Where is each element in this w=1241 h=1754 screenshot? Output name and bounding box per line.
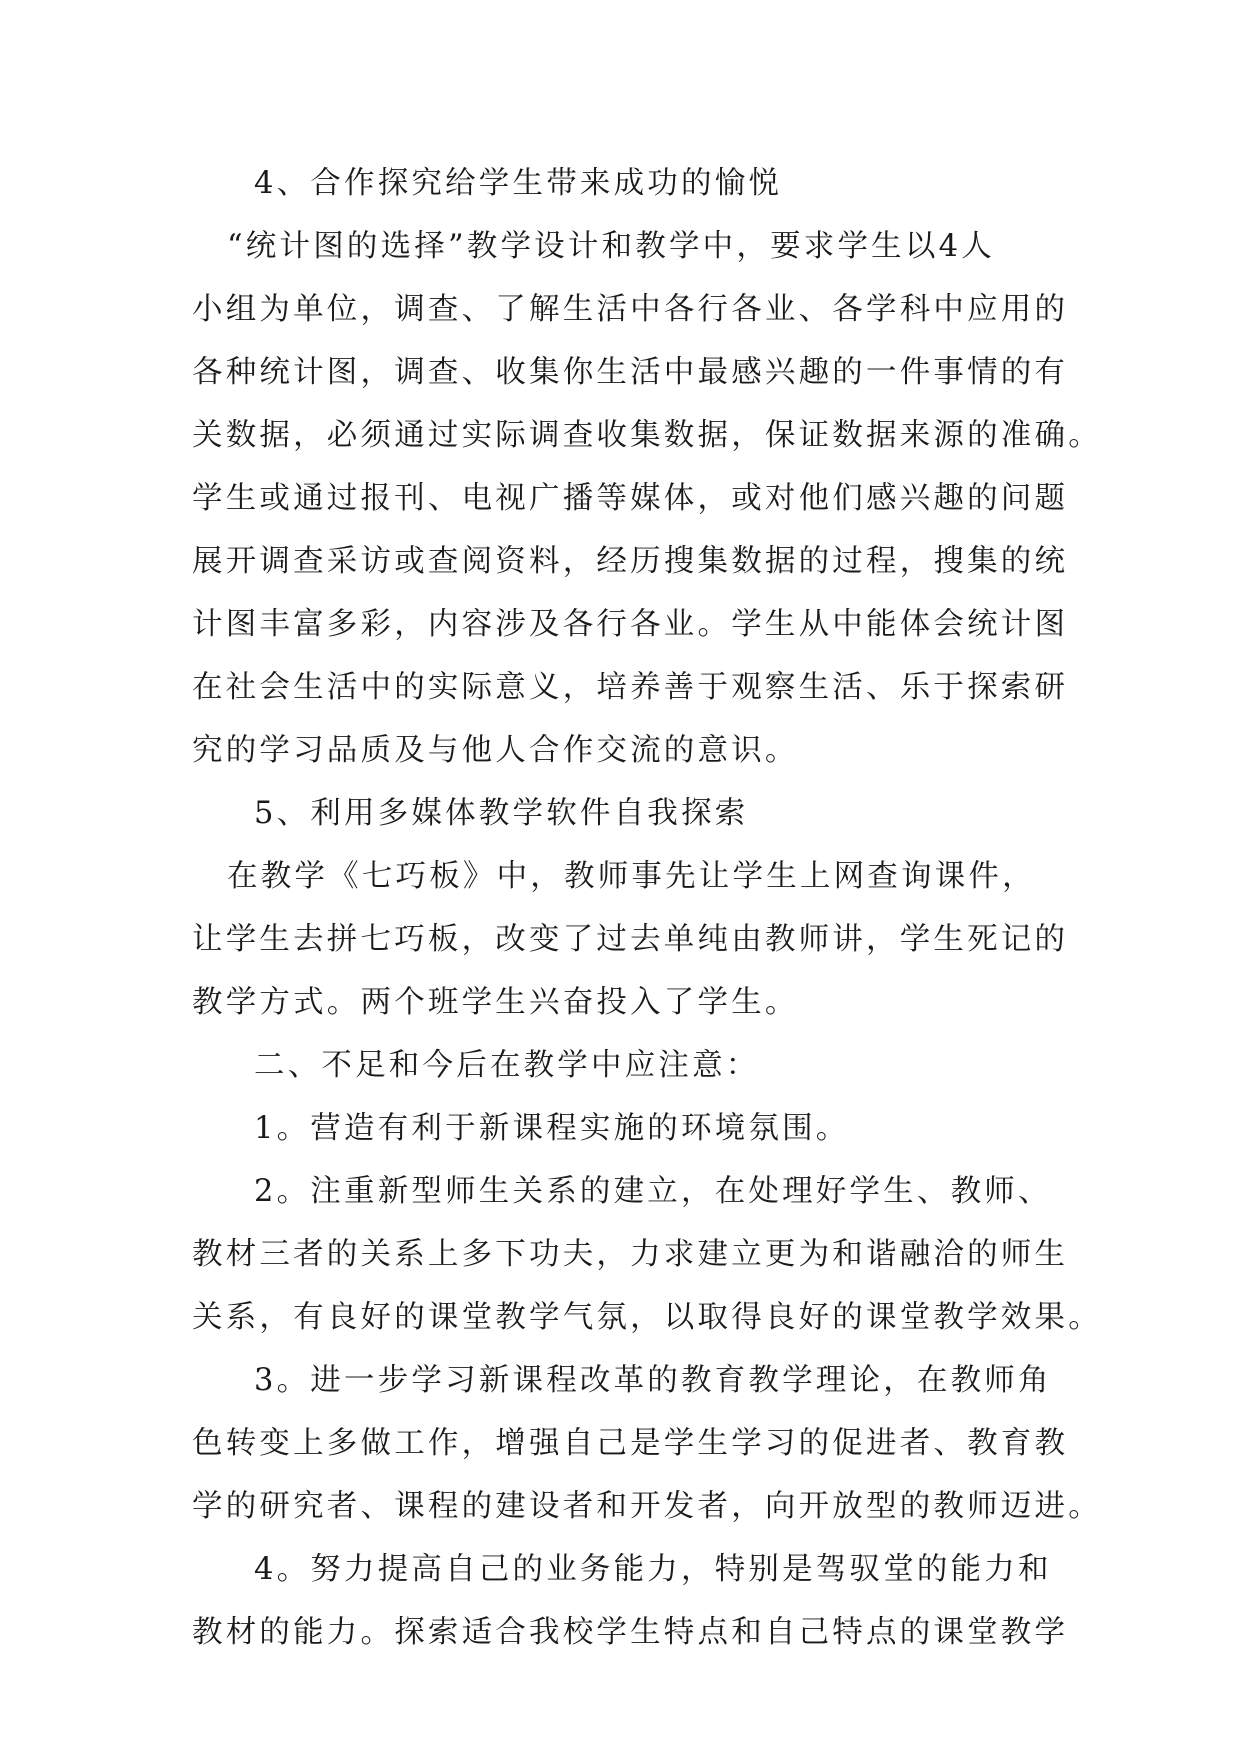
list-item-1: 1。营造有利于新课程实施的环境氛围。 bbox=[254, 1111, 850, 1146]
section-heading-5: 5、利用多媒体教学软件自我探索 bbox=[254, 796, 749, 831]
paragraph-line: 关数据，必须通过实际调查收集数据，保证数据来源的准确。 bbox=[192, 418, 1102, 453]
paragraph-line: 在社会生活中的实际意义，培养善于观察生活、乐于探索研 bbox=[192, 670, 1069, 705]
paragraph-line: 在教学《七巧板》中，教师事先让学生上网查询课件， bbox=[227, 859, 1036, 894]
paragraph-line: 让学生去拼七巧板，改变了过去单纯由教师讲，学生死记的 bbox=[192, 922, 1069, 957]
paragraph-line: “统计图的选择”教学设计和教学中，要求学生以4人 bbox=[227, 229, 995, 264]
list-item-4: 4。努力提高自己的业务能力，特别是驾驭堂的能力和 bbox=[254, 1552, 1052, 1587]
paragraph-line: 教材的能力。探索适合我校学生特点和自己特点的课堂教学 bbox=[192, 1615, 1069, 1650]
paragraph-line: 关系，有良好的课堂教学气氛，以取得良好的课堂教学效果。 bbox=[192, 1300, 1102, 1335]
paragraph-line: 展开调查采访或查阅资料，经历搜集数据的过程，搜集的统 bbox=[192, 544, 1069, 579]
section-heading-2: 二、不足和今后在教学中应注意： bbox=[254, 1048, 760, 1083]
section-heading-4: 4、合作探究给学生带来成功的愉悦 bbox=[254, 166, 783, 201]
paragraph-line: 究的学习品质及与他人合作交流的意识。 bbox=[192, 733, 799, 768]
paragraph-line: 各种统计图，调查、收集你生活中最感兴趣的一件事情的有 bbox=[192, 355, 1069, 390]
paragraph-line: 教学方式。两个班学生兴奋投入了学生。 bbox=[192, 985, 799, 1020]
document-body bbox=[192, 152, 1102, 1664]
list-item-2: 2。注重新型师生关系的建立，在处理好学生、教师、 bbox=[254, 1174, 1052, 1209]
list-item-3: 3。进一步学习新课程改革的教育教学理论，在教师角 bbox=[254, 1363, 1052, 1398]
paragraph-line: 学生或通过报刊、电视广播等媒体，或对他们感兴趣的问题 bbox=[192, 481, 1069, 516]
paragraph-line: 教材三者的关系上多下功夫，力求建立更为和谐融洽的师生 bbox=[192, 1237, 1069, 1272]
paragraph-line: 计图丰富多彩，内容涉及各行各业。学生从中能体会统计图 bbox=[192, 607, 1069, 642]
paragraph-line: 学的研究者、课程的建设者和开发者，向开放型的教师迈进。 bbox=[192, 1489, 1102, 1524]
paragraph-line: 小组为单位，调查、了解生活中各行各业、各学科中应用的 bbox=[192, 292, 1069, 327]
paragraph-line: 色转变上多做工作，增强自己是学生学习的促进者、教育教 bbox=[192, 1426, 1069, 1461]
